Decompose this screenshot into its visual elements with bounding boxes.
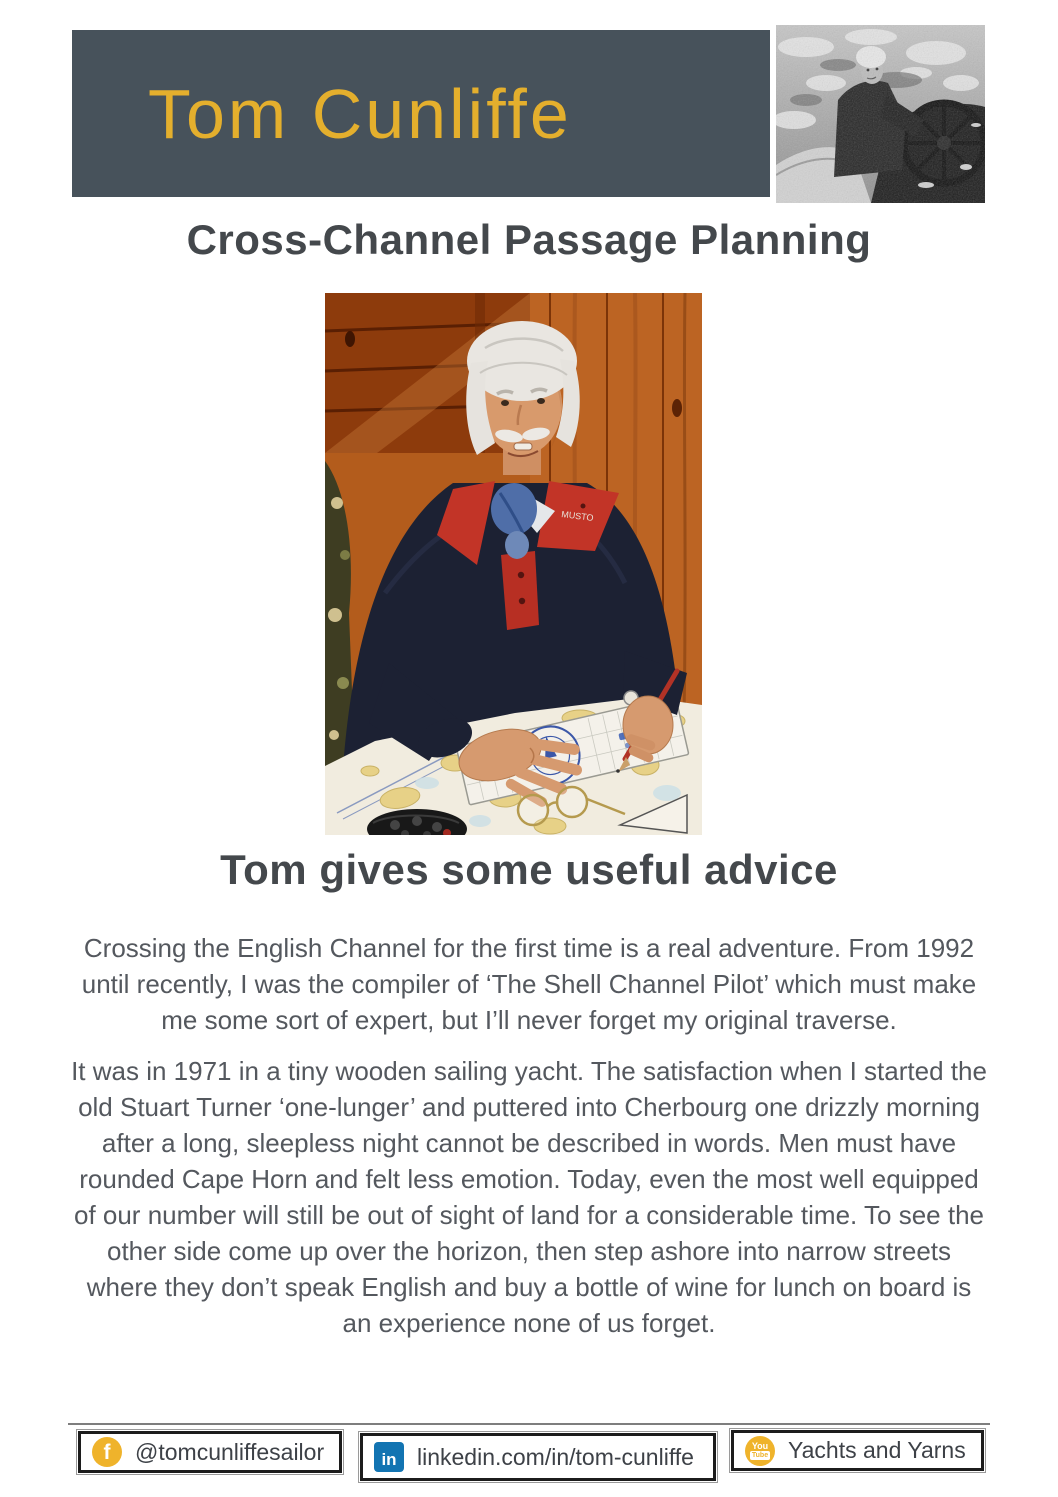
youtube-icon (745, 1436, 775, 1466)
youtube-icon-bottom: Tube (751, 1451, 769, 1459)
linkedin-icon (374, 1442, 404, 1472)
linkedin-url: linkedin.com/in/tom-cunliffe (417, 1443, 694, 1470)
main-photo (325, 293, 702, 835)
linkedin-icon-glyph: in (381, 1450, 397, 1469)
header-band (72, 30, 770, 197)
youtube-icon-top: You (751, 1440, 769, 1451)
paragraph-2: It was in 1971 in a tiny wooden sailing yacht. The satisfaction when I started the old Stuart Turner ‘one-lunger’ and puttered into Cherbourg one drizzly morning after a long, sleepless night cannot be described in words. Men must have rounded Cape Horn and felt less emotion. Today, even the most well equipped of our number will still be out of sight of land for a considerable time. To see the other side come up over the horizon, then step ashore into narrow streets where they don’t speak English and buy a bottle of wine for lunch on board is an experience none of us forget. (71, 1056, 987, 1338)
collar-brand-label: MUSTO (560, 509, 595, 523)
facebook-handle: @tomcunliffesailor (135, 1438, 325, 1465)
section-heading: Tom gives some useful advice (220, 846, 838, 893)
linkedin-link[interactable] (360, 1433, 716, 1481)
header-photo-illustration (776, 25, 985, 203)
facebook-link[interactable] (78, 1431, 342, 1473)
youtube-link[interactable] (731, 1430, 984, 1471)
page-title: Cross-Channel Passage Planning (186, 216, 872, 263)
footer-divider (68, 1423, 990, 1425)
facebook-icon-glyph: f (103, 1440, 111, 1464)
brand-title: Tom Cunliffe (148, 74, 572, 153)
header-photo (776, 25, 985, 203)
facebook-icon (92, 1437, 122, 1467)
youtube-channel-name: Yachts and Yarns (788, 1437, 966, 1463)
main-photo-illustration (325, 293, 702, 835)
paragraph-1: Crossing the English Channel for the first time is a real adventure. From 1992 until recently, I was the compiler of ‘The Shell Channel Pilot’ which must make me some sort of expert, but I’ll never forget my original traverse. (81, 933, 977, 1035)
article-body (69, 930, 989, 1356)
